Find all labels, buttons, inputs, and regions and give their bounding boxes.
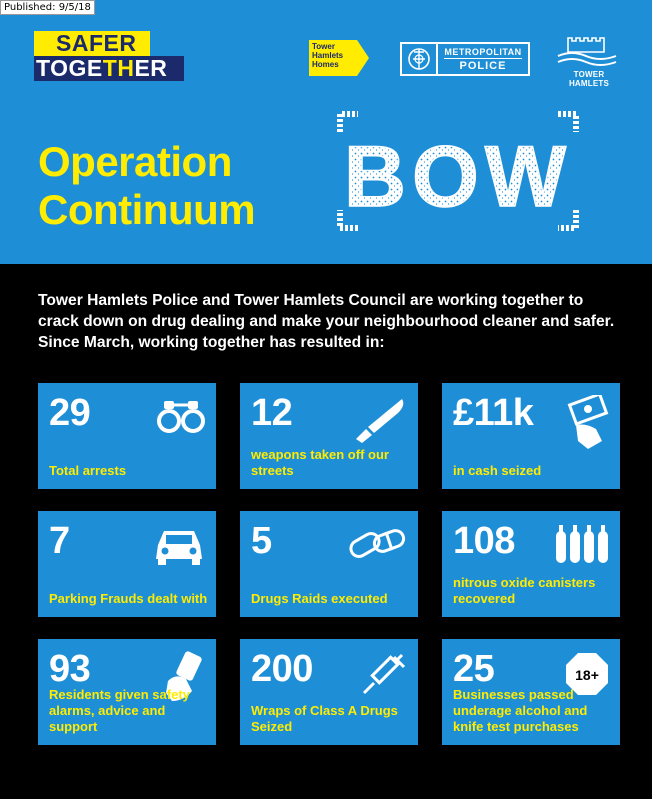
met-line2: POLICE <box>459 59 507 72</box>
stat-value: 93 <box>49 648 91 690</box>
met-crest-icon <box>402 44 438 74</box>
stat-card-cash <box>442 383 620 489</box>
stat-value: 7 <box>49 520 70 562</box>
tower-hamlets-castle-icon <box>554 32 624 68</box>
stat-label: Parking Frauds dealt with <box>49 591 208 606</box>
stat-label: Total arrests <box>49 463 127 478</box>
cash-hand-icon <box>566 395 610 456</box>
stat-card-weapons <box>240 383 418 489</box>
tower-hamlets-homes-logo <box>309 40 369 76</box>
bow-stamp <box>336 110 580 232</box>
title-line2: Continuum <box>38 186 256 233</box>
safer-logo-line1: SAFER <box>34 31 150 56</box>
bow-stamp-text: BOW <box>343 129 573 225</box>
safer-logo-line2: TOGETHER <box>34 56 184 81</box>
stat-value: 29 <box>49 392 91 434</box>
page-title <box>38 138 255 234</box>
stat-label: Residents given safety alarms, advice and support <box>49 687 190 734</box>
tower-hamlets-logo <box>554 32 624 88</box>
syringe-icon <box>360 651 408 702</box>
knife-icon <box>352 395 408 448</box>
stat-card-raids <box>240 511 418 617</box>
stat-value: 200 <box>251 648 313 690</box>
metropolitan-police-logo <box>400 42 530 76</box>
stat-label: weapons taken off our streets <box>251 447 389 478</box>
thh-logo-text: Tower Hamlets Homes <box>309 40 357 76</box>
stat-card-parking <box>38 511 216 617</box>
intro-paragraph: Tower Hamlets Police and Tower Hamlets Council are working together to crack down on drug dealing and make your neighbourhood cleaner and safer. Since March, working together has resulted in: <box>38 292 615 351</box>
stat-value: 25 <box>453 648 495 690</box>
age-18-text: 18+ <box>575 667 599 683</box>
stat-card-arrests <box>38 383 216 489</box>
title-line1: Operation <box>38 138 232 185</box>
stat-label: Wraps of Class A Drugs Seized <box>251 703 398 734</box>
published-date: Published: 9/5/18 <box>0 0 95 15</box>
stat-value: 5 <box>251 520 272 562</box>
stat-card-wraps <box>240 639 418 745</box>
tower-hamlets-label: TOWER HAMLETS <box>568 70 610 88</box>
car-icon <box>152 523 206 572</box>
safer-together-logo <box>34 31 184 81</box>
stat-label: nitrous oxide canisters recovered <box>453 575 596 606</box>
stat-label: Drugs Raids executed <box>251 591 388 606</box>
stat-card-residents <box>38 639 216 745</box>
stat-label: Businesses passed underage alcohol and knife test purchases <box>453 687 588 734</box>
stat-card-businesses <box>442 639 620 745</box>
canisters-icon <box>554 523 610 570</box>
stat-value: 12 <box>251 392 293 434</box>
stat-label: in cash seized <box>453 463 542 478</box>
stat-value: 108 <box>453 520 515 562</box>
thh-arrow-icon <box>357 40 369 76</box>
met-line1: METROPOLITAN <box>444 46 522 57</box>
handcuffs-icon <box>156 395 206 444</box>
hero-banner <box>0 0 652 264</box>
stat-card-canisters <box>442 511 620 617</box>
stat-value: £11k <box>453 392 534 434</box>
pills-icon <box>348 523 408 568</box>
